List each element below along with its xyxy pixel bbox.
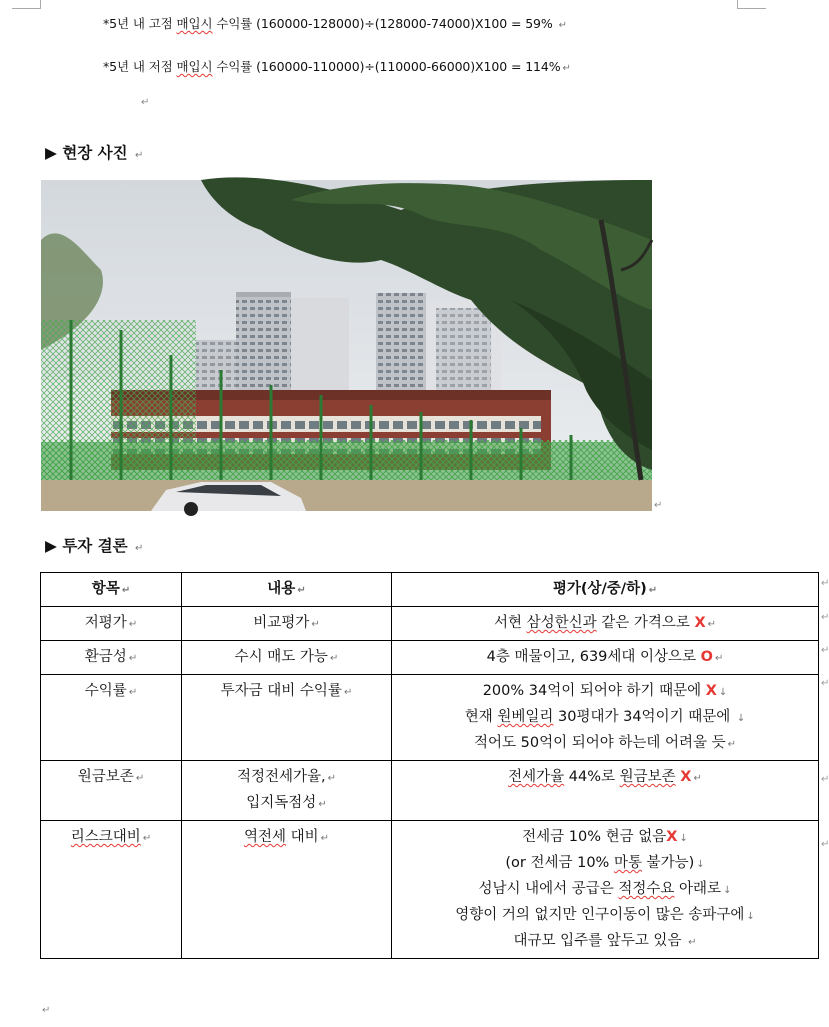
cell-content: 적정전세가율, ↵ 입지독점성 ↵ bbox=[182, 761, 392, 821]
cell-item: 환금성 ↵ bbox=[41, 641, 182, 675]
negative-mark: X bbox=[694, 615, 706, 631]
table-row-principal bbox=[41, 761, 819, 821]
cell-item: 원금보존 ↵ bbox=[41, 761, 182, 821]
cell-item: 저평가 ↵ bbox=[41, 607, 182, 641]
cell-item: 리스크대비 ↵ bbox=[41, 821, 182, 959]
cell-content: 수시 매도 가능 ↵ bbox=[182, 641, 392, 675]
cell-item: 수익률 ↵ bbox=[41, 675, 182, 761]
investment-conclusion-table bbox=[40, 572, 819, 959]
section-heading-site-photo: ▶ 현장 사진 ↵ bbox=[45, 144, 144, 162]
page-corner-mark-left bbox=[12, 0, 41, 9]
row-end-mark: ↵ bbox=[821, 578, 829, 589]
empty-paragraph-mark: ↵ bbox=[141, 97, 150, 108]
page-corner-mark-right bbox=[737, 0, 766, 9]
header-item: 항목 ↵ bbox=[41, 573, 182, 607]
table-row-return bbox=[41, 675, 819, 761]
cell-evaluation: 전세가율 44%로 원금보존 X ↵ bbox=[392, 761, 819, 821]
photo-paragraph-mark: ↵ bbox=[654, 500, 663, 511]
header-content: 내용 ↵ bbox=[182, 573, 392, 607]
row-end-mark: ↵ bbox=[821, 839, 829, 850]
cell-content: 투자금 대비 수익률 ↵ bbox=[182, 675, 392, 761]
site-photo bbox=[41, 180, 652, 511]
negative-mark: X bbox=[705, 683, 717, 699]
negative-mark: X bbox=[680, 769, 692, 785]
table-row-risk bbox=[41, 821, 819, 959]
row-end-mark: ↵ bbox=[821, 645, 829, 656]
negative-mark: X bbox=[666, 829, 678, 845]
table-header-row bbox=[41, 573, 819, 607]
formula-low-point: *5년 내 저점 매입시 수익률 (160000-110000)÷(110000-66000)X100 = 114% ↵ bbox=[103, 59, 571, 74]
row-end-mark: ↵ bbox=[821, 678, 829, 689]
section-heading-investment-conclusion: ▶ 투자 결론 ↵ bbox=[45, 537, 144, 555]
cell-content: 역전세 대비 ↵ bbox=[182, 821, 392, 959]
row-end-mark: ↵ bbox=[821, 612, 829, 623]
cell-evaluation: 200% 34억이 되어야 하기 때문에 X ↓ 현재 원베일리 30평대가 34억이기 때문에 ↓ 적어도 50억이 되어야 하는데 어려울 듯 ↵ bbox=[392, 675, 819, 761]
positive-mark: O bbox=[700, 649, 713, 665]
table-row-liquidity bbox=[41, 641, 819, 675]
trailing-paragraph-mark: ↵ bbox=[42, 1005, 51, 1016]
header-evaluation: 평가(상/중/하) ↵ bbox=[392, 573, 819, 607]
table-row-undervalued bbox=[41, 607, 819, 641]
formula-high-point: *5년 내 고점 매입시 수익률 (160000-128000)÷(128000-74000)X100 = 59% ↵ bbox=[103, 16, 567, 31]
row-end-mark: ↵ bbox=[821, 774, 829, 785]
cell-evaluation: 서현 삼성한신과 같은 가격으로 X ↵ bbox=[392, 607, 819, 641]
cell-evaluation: 4층 매물이고, 639세대 이상으로 O ↵ bbox=[392, 641, 819, 675]
cell-content: 비교평가 ↵ bbox=[182, 607, 392, 641]
cell-evaluation: 전세금 10% 현금 없음X ↓ (or 전세금 10% 마통 불가능) ↓ 성남시 내에서 공급은 적정수요 아래로 ↓ 영향이 거의 없지만 인구이동이 많은 송파구에 ↓ 대규모 입주를 앞두고 있음 ↵ bbox=[392, 821, 819, 959]
